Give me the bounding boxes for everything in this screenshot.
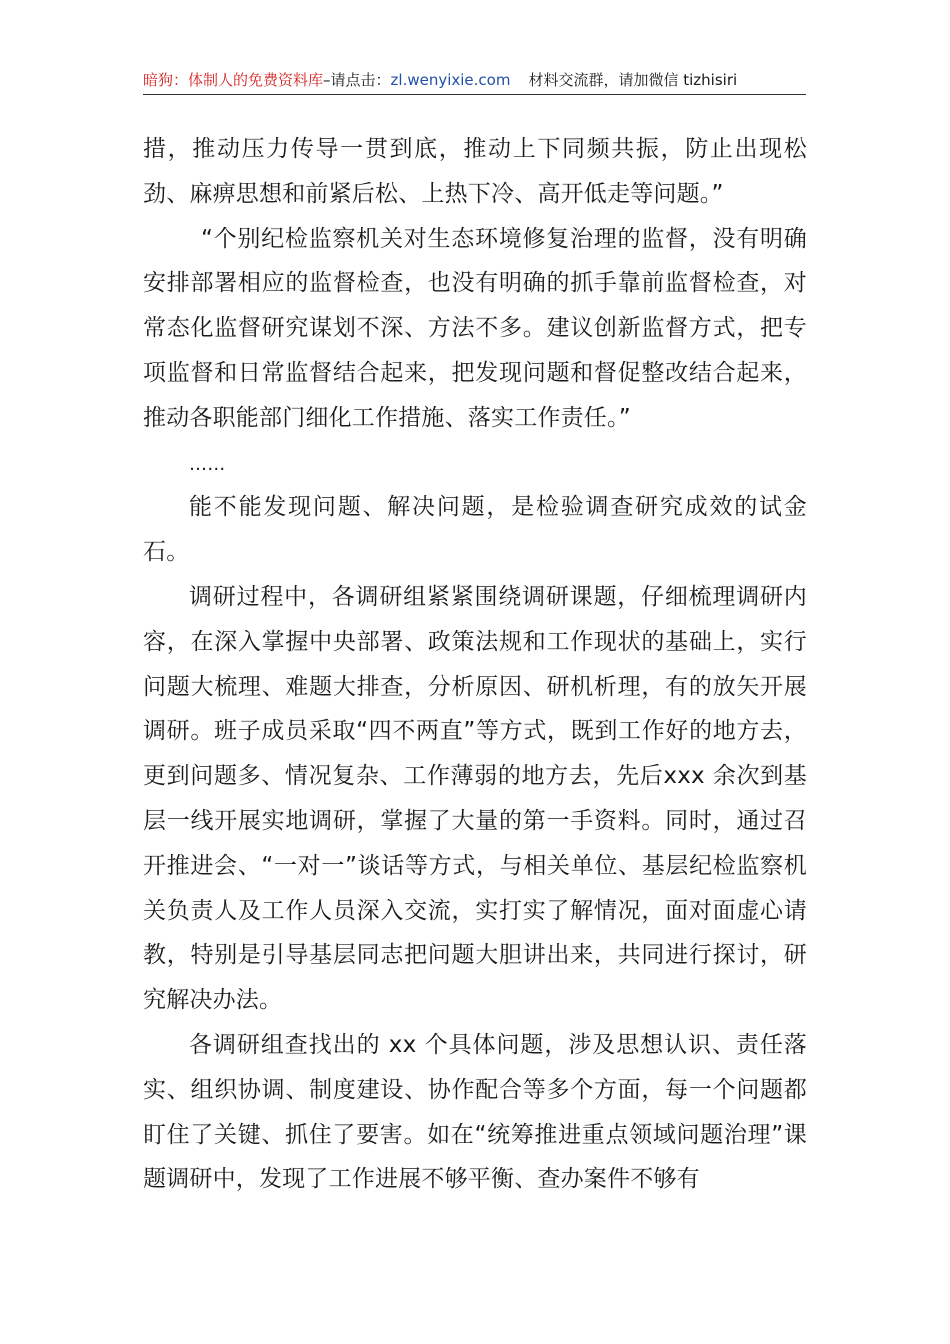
header-contact: 材料交流群，请加微信 tizhisiri [528,71,738,89]
paragraph-research-process: 调研过程中，各调研组紧紧围绕调研课题，仔细梳理调研内容，在深入掌握中央部署、政策法规和工作现状的基础上，实行问题大梳理、难题大排查，分析原因、研机析理，有的放矢开展调研。班子成员采取“四不两直”等方式，既到工作好的地方去，更到问题多、情况复杂、工作薄弱的地方去，先后xxx 余次到基层一线开展实地调研，掌握了大量的第一手资料。同时，通过召开推进会、“一对一”谈话等方式，与相关单位、基层纪检监察机关负责人及工作人员深入交流，实打实了解情况，面对面虚心请教，特别是引导基层同志把问题大胆讲出来，共同进行探讨，研究解决办法。 [143,583,807,1014]
paragraph-ellipsis: …… [189,453,226,475]
paragraph-touchstone: 能不能发现问题、解决问题，是检验调查研究成效的试金石。 [143,494,807,566]
paragraph-problems-found: 各调研组查找出的 xx 个具体问题，涉及思想认识、责任落实、组织协调、制度建设、协作配合等多个方面，每一个问题都盯住了关键、抓住了要害。如在“统筹推进重点领域问题治理”课题调研中，发现了工作进展不够平衡、查办案件不够有 [143,1031,807,1193]
document-body [143,127,807,1202]
page-header [143,66,806,95]
header-brand: 暗狗：体制人的免费资料库 [143,71,324,89]
paragraph-quote: “个别纪检监察机关对生态环境修复治理的监督，没有明确安排部署相应的监督检查，也没有明确的抓手靠前监督检查，对常态化监督研究谋划不深、方法不多。建议创新监督方式，把专项监督和日常监督结合起来，把发现问题和督促整改结合起来，推动各职能部门细化工作措施、落实工作责任。” [143,225,807,431]
paragraph-continuation: 措，推动压力传导一贯到底，推动上下同频共振，防止出现松劲、麻痹思想和前紧后松、上热下冷、高开低走等问题。” [143,136,807,207]
header-prompt: –请点击： [323,71,391,89]
header-link[interactable]: zl.wenyixie.com [390,71,511,89]
